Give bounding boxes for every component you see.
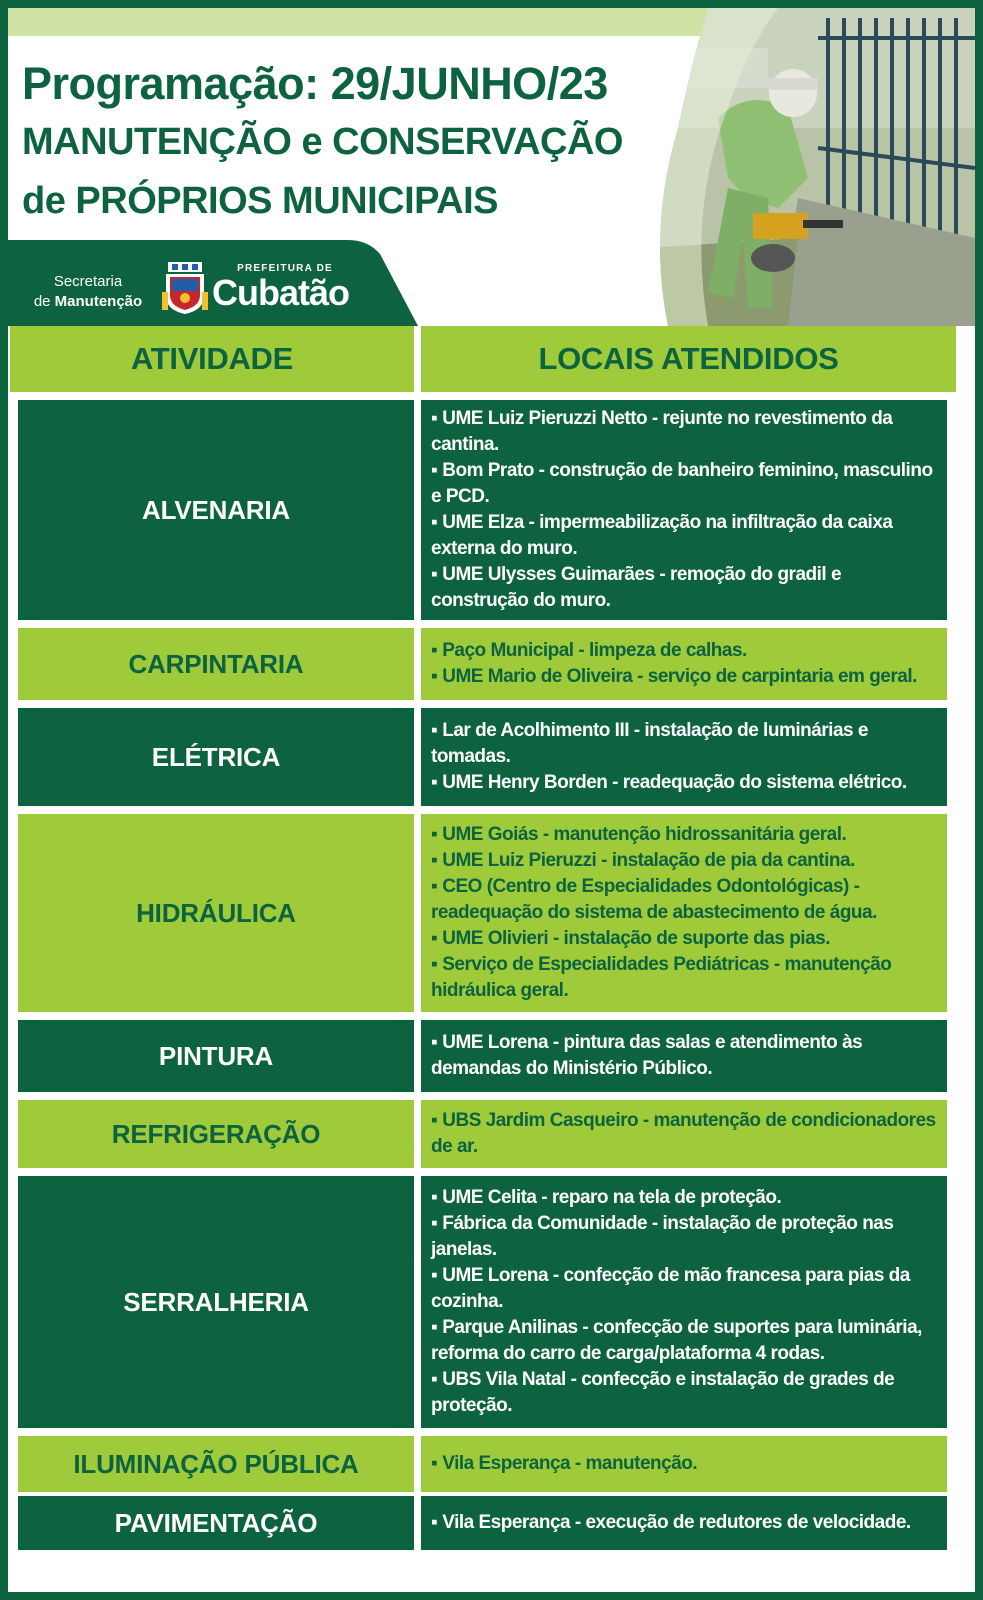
location-text: Parque Anilinas - confecção de suportes para luminária, reforma do carro de carga/plataforma 4 rodas. <box>431 1317 922 1364</box>
location-item <box>431 1263 943 1315</box>
location-text: UME Mario de Oliveira - serviço de carpintaria em geral. <box>442 666 917 687</box>
secretaria-line: Secretaria <box>53 273 123 290</box>
bullet-icon: ▪ <box>431 720 438 741</box>
locations-list <box>431 638 917 690</box>
location-item <box>431 638 917 664</box>
bullet-icon: ▪ <box>431 954 438 975</box>
title-line-scope: de PRÓPRIOS MUNICIPAIS <box>22 180 499 222</box>
bullet-icon: ▪ <box>431 1213 438 1234</box>
bullet-icon: ▪ <box>431 876 438 897</box>
secretaria-de: de <box>33 293 51 310</box>
activity-cell: SERRALHERIA <box>18 1176 414 1428</box>
bullet-icon: ▪ <box>431 564 438 585</box>
secretaria-name-line <box>28 292 148 312</box>
bullet-icon: ▪ <box>431 1512 438 1533</box>
location-item <box>431 822 943 848</box>
location-item <box>431 874 943 926</box>
location-text: Vila Esperança - manutenção. <box>442 1453 698 1474</box>
bullet-icon: ▪ <box>431 666 438 687</box>
locations-list <box>431 1451 697 1477</box>
locations-list <box>431 1108 943 1160</box>
location-item <box>431 952 943 1004</box>
location-item <box>431 1108 943 1160</box>
location-text: UME Ulysses Guimarães - remoção do gradil e construção do muro. <box>431 564 842 611</box>
bullet-icon: ▪ <box>431 408 438 429</box>
locations-cell <box>421 1100 947 1168</box>
bullet-icon: ▪ <box>431 1265 438 1286</box>
location-text: UME Celita - reparo na tela de proteção. <box>442 1187 782 1208</box>
location-item <box>431 770 943 796</box>
activity-cell: PAVIMENTAÇÃO <box>18 1496 414 1550</box>
locations-cell <box>421 1496 947 1550</box>
page-title <box>22 54 722 231</box>
activity-cell: ELÉTRICA <box>18 708 414 806</box>
city-logo-text: Cubatão <box>212 272 349 313</box>
locations-cell <box>421 1020 947 1092</box>
locations-cell <box>421 400 947 620</box>
location-item <box>431 718 943 770</box>
city-crest-icon <box>162 262 208 316</box>
title-line-date: Programação: 29/JUNHO/23 <box>22 58 608 109</box>
location-item <box>431 848 943 874</box>
location-item <box>431 1185 943 1211</box>
location-item <box>431 406 943 458</box>
location-text: UBS Jardim Casqueiro - manutenção de condicionadores de ar. <box>431 1110 936 1157</box>
locations-list <box>431 1030 943 1082</box>
activity-cell: PINTURA <box>18 1020 414 1092</box>
bullet-icon: ▪ <box>431 1110 438 1131</box>
secretaria-label <box>28 272 148 312</box>
location-item <box>431 1451 697 1477</box>
title-line-subject: MANUTENÇÃO e CONSERVAÇÃO <box>22 121 623 163</box>
bullet-icon: ▪ <box>431 1187 438 1208</box>
bullet-icon: ▪ <box>431 1369 438 1390</box>
bullet-icon: ▪ <box>431 850 438 871</box>
bullet-icon: ▪ <box>431 512 438 533</box>
poster-frame <box>8 8 975 1592</box>
location-text: Fábrica da Comunidade - instalação de proteção nas janelas. <box>431 1213 894 1260</box>
location-item <box>431 1211 943 1263</box>
prefeitura-label: PREFEITURA DE <box>237 263 333 274</box>
bullet-icon: ▪ <box>431 1032 438 1053</box>
location-text: Bom Prato - construção de banheiro feminino, masculino e PCD. <box>431 460 933 507</box>
activity-cell: REFRIGERAÇÃO <box>18 1100 414 1168</box>
bullet-icon: ▪ <box>431 772 438 793</box>
locations-cell <box>421 628 947 700</box>
location-text: Paço Municipal - limpeza de calhas. <box>442 640 747 661</box>
location-text: UME Lorena - pintura das salas e atendimento às demandas do Ministério Público. <box>431 1032 863 1079</box>
location-item <box>431 1367 943 1419</box>
location-text: Lar de Acolhimento III - instalação de luminárias e tomadas. <box>431 720 868 767</box>
locations-cell <box>421 1436 947 1492</box>
location-item <box>431 510 943 562</box>
location-text: UME Lorena - confecção de mão francesa para pias da cozinha. <box>431 1265 910 1312</box>
location-text: UME Luiz Pieruzzi - instalação de pia da cantina. <box>442 850 855 871</box>
location-text: UME Elza - impermeabilização na infiltração da caixa externa do muro. <box>431 512 893 559</box>
location-text: UME Henry Borden - readequação do sistema elétrico. <box>442 772 907 793</box>
location-text: Vila Esperança - execução de redutores de velocidade. <box>442 1512 911 1533</box>
activity-cell: ALVENARIA <box>18 400 414 620</box>
bullet-icon: ▪ <box>431 460 438 481</box>
locations-cell <box>421 814 947 1012</box>
secretaria-name: Manutenção <box>54 293 143 310</box>
location-item <box>431 1510 911 1536</box>
activity-cell: HIDRÁULICA <box>18 814 414 1012</box>
location-text: UME Goiás - manutenção hidrossanitária geral. <box>442 824 847 845</box>
location-text: UME Olivieri - instalação de suporte das pias. <box>442 928 830 949</box>
location-text: CEO (Centro de Especialidades Odontológicas) - readequação do sistema de abastecimento de água. <box>431 876 877 923</box>
bullet-icon: ▪ <box>431 1317 438 1338</box>
location-item <box>431 664 917 690</box>
locations-cell <box>421 1176 947 1428</box>
bullet-icon: ▪ <box>431 928 438 949</box>
activity-cell: CARPINTARIA <box>18 628 414 700</box>
location-item <box>431 926 943 952</box>
activity-cell: ILUMINAÇÃO PÚBLICA <box>18 1436 414 1492</box>
locations-list <box>431 1185 943 1419</box>
bullet-icon: ▪ <box>431 640 438 661</box>
location-text: UBS Vila Natal - confecção e instalação de grades de proteção. <box>431 1369 895 1416</box>
locations-list <box>431 822 943 1004</box>
bullet-icon: ▪ <box>431 1453 438 1474</box>
location-item <box>431 458 943 510</box>
locations-list <box>431 1510 911 1536</box>
location-item <box>431 1030 943 1082</box>
location-text: UME Luiz Pieruzzi Netto - rejunte no revestimento da cantina. <box>431 408 893 455</box>
locations-cell <box>421 708 947 806</box>
column-header-activity: ATIVIDADE <box>10 326 414 392</box>
location-text: Serviço de Especialidades Pediátricas - manutenção hidráulica geral. <box>431 954 892 1001</box>
location-item <box>431 1315 943 1367</box>
locations-list <box>431 718 943 796</box>
location-item <box>431 562 943 614</box>
bullet-icon: ▪ <box>431 824 438 845</box>
locations-list <box>431 406 943 614</box>
column-header-locations: LOCAIS ATENDIDOS <box>421 326 956 392</box>
